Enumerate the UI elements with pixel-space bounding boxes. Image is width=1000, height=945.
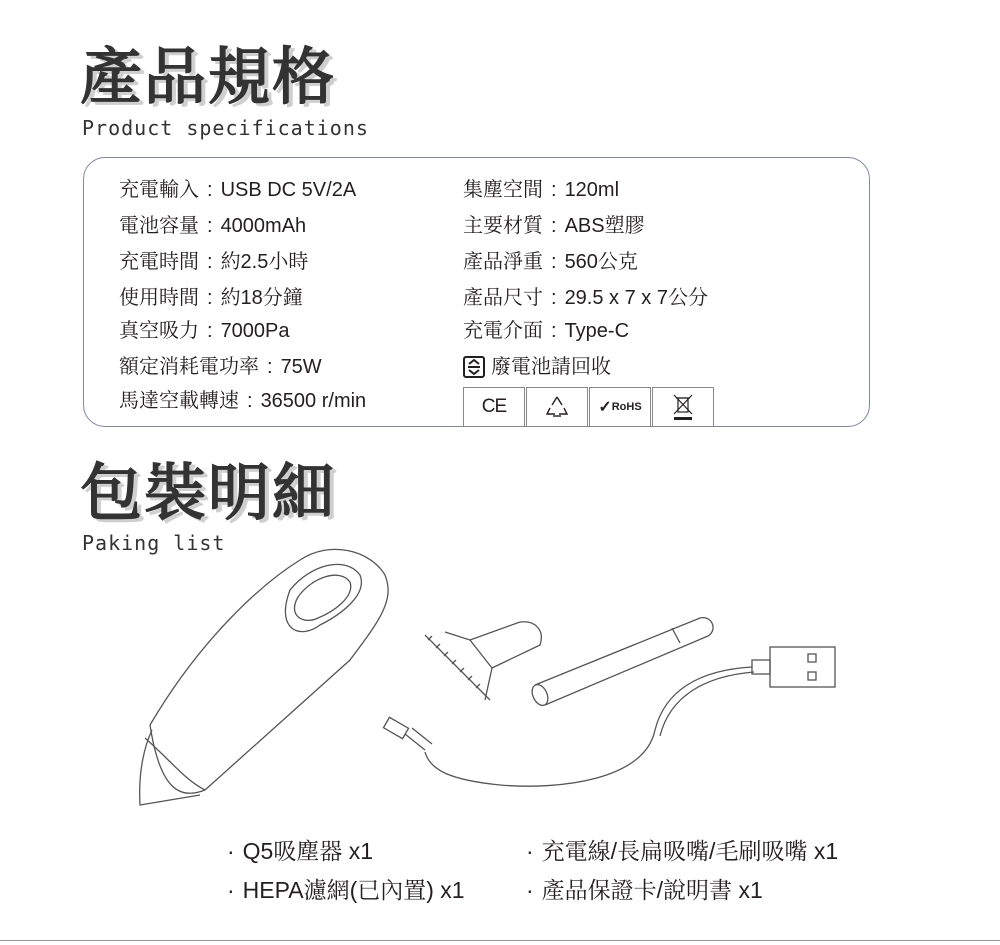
spec-label: 產品尺寸	[463, 287, 543, 309]
specs-subtitle: Product specifications	[82, 116, 369, 140]
spec-label: 集塵空間	[463, 179, 543, 201]
usb-cable-icon	[383, 647, 835, 786]
specs-title: 產品規格	[80, 40, 337, 113]
spec-value: 120ml	[564, 179, 620, 201]
spec-label: 充電時間	[119, 251, 199, 273]
certification-marks	[463, 387, 715, 427]
spec-label: 馬達空載轉速	[119, 390, 239, 412]
spec-row: 真空吸力 : 7000Pa	[119, 320, 290, 342]
spec-label: 主要材質	[463, 215, 543, 237]
spec-row: 馬達空載轉速 : 36500 r/min	[119, 390, 367, 412]
recycle-note-text: 廢電池請回收	[491, 356, 611, 378]
spec-row: 主要材質 : ABS塑膠	[463, 215, 645, 237]
spec-row: 充電時間 : 約2.5小時	[119, 251, 309, 273]
spec-value: USB DC 5V/2A	[220, 179, 357, 201]
spec-value: 7000Pa	[220, 320, 290, 342]
packing-item: · HEPA濾網(已內置) x1	[227, 877, 465, 903]
brush-nozzle-icon	[425, 622, 541, 700]
spec-row: 額定消耗電功率 : 75W	[119, 356, 322, 378]
ce-mark: CE	[463, 387, 525, 427]
vacuum-cleaner-icon	[140, 549, 388, 805]
spec-value: 75W	[280, 356, 322, 378]
spec-value: 約18分鐘	[220, 287, 303, 309]
spec-row: 充電輸入 : USB DC 5V/2A	[119, 179, 357, 201]
spec-label: 產品淨重	[463, 251, 543, 273]
rohs-mark: ✓ RoHS	[589, 387, 651, 427]
spec-row: 電池容量 : 4000mAh	[119, 215, 307, 237]
packing-title: 包裝明細	[80, 456, 337, 529]
spec-row: 集塵空間 : 120ml	[463, 179, 620, 201]
spec-value: ABS塑膠	[564, 215, 645, 237]
packing-subtitle: Paking list	[82, 531, 226, 555]
spec-value: 約2.5小時	[220, 251, 309, 273]
spec-row: 充電介面 : Type-C	[463, 320, 630, 342]
recycle-icon	[526, 387, 588, 427]
crevice-nozzle-icon	[529, 618, 713, 708]
battery-recycle-note	[463, 355, 611, 379]
spec-label: 使用時間	[119, 287, 199, 309]
spec-row: 產品尺寸 : 29.5 x 7 x 7公分	[463, 287, 708, 309]
spec-label: 額定消耗電功率	[119, 356, 259, 378]
spec-label: 電池容量	[119, 215, 199, 237]
spec-value: 29.5 x 7 x 7公分	[564, 287, 708, 309]
spec-label: 充電介面	[463, 320, 543, 342]
weee-bin-icon	[652, 387, 714, 427]
spec-value: 4000mAh	[220, 215, 307, 237]
bottom-divider	[0, 940, 1000, 941]
packing-item: · 產品保證卡/說明書 x1	[526, 877, 763, 903]
battery-recycle-icon	[463, 356, 485, 378]
spec-label: 充電輸入	[119, 179, 199, 201]
spec-row: 使用時間 : 約18分鐘	[119, 287, 303, 309]
packing-item: · 充電線/長扁吸嘴/毛刷吸嘴 x1	[526, 838, 839, 864]
spec-value: 560公克	[564, 251, 638, 273]
spec-row: 產品淨重 : 560公克	[463, 251, 638, 273]
packing-item: · Q5吸塵器 x1	[227, 838, 374, 864]
packing-illustration	[120, 545, 860, 815]
spec-value: Type-C	[564, 320, 630, 342]
spec-value: 36500 r/min	[260, 390, 367, 412]
spec-label: 真空吸力	[119, 320, 199, 342]
